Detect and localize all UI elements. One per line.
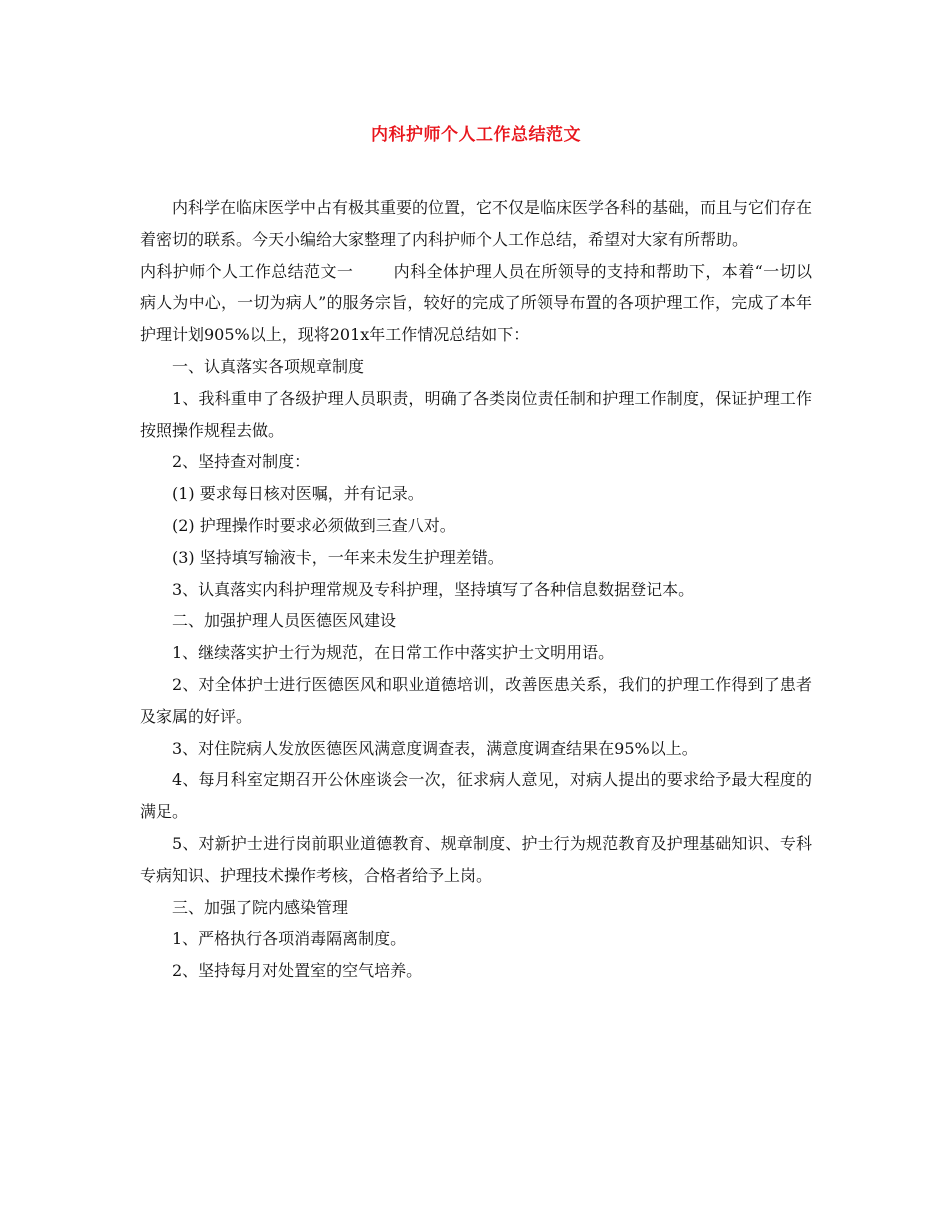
list-item: 1、继续落实护士行为规范，在日常工作中落实护士文明用语。 xyxy=(172,643,615,663)
section1-lead: 内科全体护理人员在所领导的支持和帮助下，本着“一切以病人为中心，一切为病人”的服务宗旨，较好的完成了所领导布置的各项护理工作，完成了本年护理计划905%以上，现将201x年工作情况总结如下： xyxy=(140,261,812,345)
document-title: 内科护师个人工作总结范文 xyxy=(371,125,581,145)
heading-infection: 三、加强了院内感染管理 xyxy=(172,897,349,917)
list-item: 5、对新护士进行岗前职业道德教育、规章制度、护士行为规范教育及护理基础知识、专科专病知识、护理技术操作考核，合格者给予上岗。 xyxy=(140,833,812,885)
list-item: 2、坚持每月对处置室的空气培养。 xyxy=(172,961,423,981)
list-item: 4、每月科室定期召开公休座谈会一次，征求病人意见，对病人提出的要求给予最大程度的满足。 xyxy=(140,770,812,822)
section1-heading: 内科护师个人工作总结范文一 xyxy=(140,261,354,281)
list-item: 2、对全体护士进行医德医风和职业道德培训，改善医患关系，我们的护理工作得到了患者及家属的好评。 xyxy=(140,674,812,726)
list-item: 2、坚持查对制度： xyxy=(172,452,311,472)
list-item: 1、严格执行各项消毒隔离制度。 xyxy=(172,929,407,949)
list-item: 3、对住院病人发放医德医风满意度调查表，满意度调查结果在95%以上。 xyxy=(172,738,698,758)
list-item: 1、我科重申了各级护理人员职责，明确了各类岗位责任制和护理工作制度，保证护理工作按照操作规程去做。 xyxy=(140,388,812,440)
sub-list-item: (2) 护理操作时要求必须做到三查八对。 xyxy=(172,515,456,535)
sub-list-item: (1) 要求每日核对医嘱，并有记录。 xyxy=(172,484,424,504)
heading-rules: 一、认真落实各项规章制度 xyxy=(172,356,365,376)
sub-list-item: (3) 坚持填写输液卡，一年来未发生护理差错。 xyxy=(172,547,504,567)
list-item: 3、认真落实内科护理常规及专科护理，坚持填写了各种信息数据登记本。 xyxy=(172,579,695,599)
document-body xyxy=(140,192,812,987)
intro-paragraph: 内科学在临床医学中占有极其重要的位置，它不仅是临床医学各科的基础，而且与它们存在着密切的联系。今天小编给大家整理了内科护师个人工作总结，希望对大家有所帮助。 xyxy=(140,198,813,249)
heading-ethics: 二、加强护理人员医德医风建设 xyxy=(172,611,397,631)
section1-paragraph xyxy=(140,256,812,351)
